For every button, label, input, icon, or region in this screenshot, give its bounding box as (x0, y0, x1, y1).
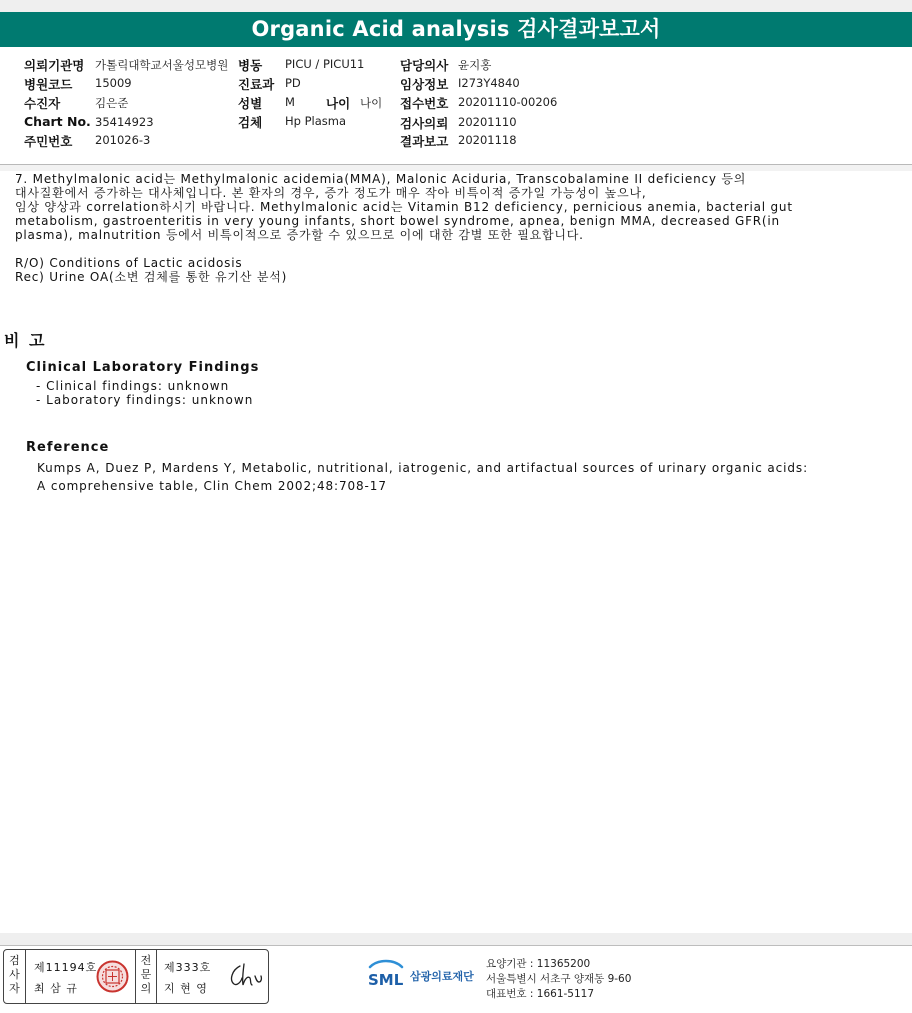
interpretation-text (15, 172, 905, 284)
department-label: 진료과 (238, 77, 275, 92)
laboratory-findings-item: - Laboratory findings: unknown (36, 393, 254, 407)
spacer (15, 242, 905, 256)
interpretation-line: 7. Methylmalonic acid는 Methylmalonic acidemia(MMA), Malonic Aciduria, Transcobalamine II deficiency 등의 (15, 172, 747, 186)
foundation-name: 삼광의료재단 (410, 970, 474, 983)
clinical-info-value: I273Y4840 (458, 76, 520, 90)
report-title: Organic Acid analysis 검사결과보고서 (0, 12, 912, 47)
top-gap (0, 0, 912, 12)
inspector-label: 검사자 (9, 954, 20, 995)
institution-value: 가톨릭대학교서울성모병원 (95, 58, 229, 72)
specialist-label-cell (135, 950, 157, 1003)
interpretation-line: plasma), malnutrition 등에서 비특이적으로 증가할 수 있으므로 이에 대한 감별 또한 필요합니다. (15, 228, 584, 242)
brand-text: SML (368, 971, 404, 989)
footer-divider (0, 945, 912, 946)
inspector-label-cell (4, 950, 26, 1003)
footer-strip (0, 933, 912, 945)
sex-value: M (285, 95, 295, 109)
receipt-no-value: 20201110-00206 (458, 95, 558, 109)
reference-title: Reference (26, 440, 110, 455)
specialist-name: 지 현 영 (164, 982, 208, 995)
footer-info (486, 957, 631, 1002)
report-date-label: 결과보고 (400, 134, 449, 149)
age-value: 나이 (360, 96, 383, 110)
specimen-label: 검체 (238, 115, 263, 130)
clinical-findings-item: - Clinical findings: unknown (36, 379, 230, 393)
institution-code: 요양기관 : 11365200 (486, 958, 591, 970)
doctor-value: 윤지홍 (458, 58, 492, 72)
ward-value: PICU / PICU11 (285, 57, 365, 71)
inspector-license: 제11194호 (34, 961, 98, 974)
patient-label: 수진자 (24, 96, 61, 111)
reference-line: Kumps A, Duez P, Mardens Y, Metabolic, nutritional, iatrogenic, and artifactual sources of urinary organic acids: (37, 461, 809, 475)
sml-logo-icon (366, 957, 406, 993)
patient-info-panel (0, 47, 912, 165)
handwritten-signature-icon (226, 960, 264, 990)
specialist-license: 제333호 (164, 961, 212, 974)
phone: 대표번호 : 1661-5117 (486, 988, 595, 1000)
institution-label: 의뢰기관명 (24, 58, 85, 73)
resident-no-value: 201026-3 (95, 133, 151, 147)
interpretation-line: 대사질환에서 증가하는 대사체입니다. 본 환자의 경우, 증가 정도가 매우 작아 비특이적 증가일 가능성이 높으나, (15, 186, 647, 200)
receipt-no-label: 접수번호 (400, 96, 449, 111)
specialist-label: 전문의 (140, 954, 152, 995)
sex-label: 성별 (238, 96, 263, 111)
official-seal-icon (96, 960, 129, 993)
department-value: PD (285, 76, 301, 90)
rule-out-line: R/O) Conditions of Lactic acidosis (15, 256, 243, 270)
age-label: 나이 (326, 96, 351, 111)
remarks-title: 비 고 (4, 331, 47, 350)
interpretation-line: 임상 양상과 correlation하시기 바랍니다. Methylmalonic acid는 Vitamin B12 deficiency, pernicious anemia, bacterial gut (15, 200, 793, 214)
divider-strip (0, 165, 912, 171)
report-date-value: 20201118 (458, 133, 517, 147)
ward-label: 병동 (238, 58, 263, 73)
clinical-info-label: 임상정보 (400, 77, 449, 92)
request-date-label: 검사의뢰 (400, 116, 449, 131)
inspector-name: 최 삼 규 (34, 982, 78, 995)
interpretation-line: metabolism, gastroenteritis in very young infants, short bowel syndrome, apnea, benign MMA, decreased GFR(in (15, 214, 780, 228)
address: 서울특별시 서초구 양재동 9-60 (486, 973, 632, 985)
chart-no-label: Chart No. (24, 114, 91, 129)
hospital-code-value: 15009 (95, 76, 132, 90)
request-date-value: 20201110 (458, 115, 517, 129)
clinical-findings-title: Clinical Laboratory Findings (26, 360, 260, 375)
reference-line: A comprehensive table, Clin Chem 2002;48:708-17 (37, 479, 387, 493)
patient-value: 김은준 (95, 96, 129, 110)
doctor-label: 담당의사 (400, 58, 449, 73)
recommendation-line: Rec) Urine OA(소변 검체를 통한 유기산 분석) (15, 270, 288, 284)
hospital-code-label: 병원코드 (24, 77, 73, 92)
signature-box (3, 949, 269, 1004)
specimen-value: Hp Plasma (285, 114, 347, 128)
chart-no-value: 35414923 (95, 115, 154, 129)
resident-no-label: 주민번호 (24, 134, 73, 149)
